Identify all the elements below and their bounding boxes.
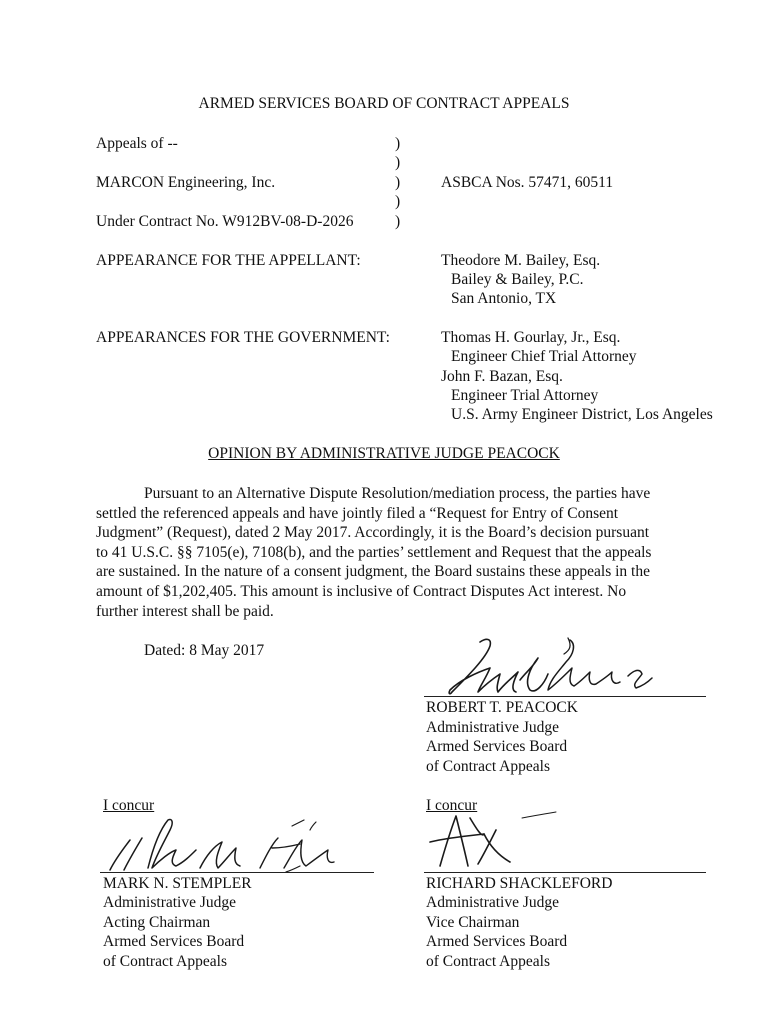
caption-paren: ) [395,213,401,230]
stempler-name: MARK N. STEMPLER [103,875,252,892]
government-counsel-line: Engineer Trial Attorney [451,387,599,404]
government-counsel-line: Engineer Chief Trial Attorney [451,348,637,365]
appellant-counsel-line: San Antonio, TX [451,290,557,307]
shackleford-concur: I concur [426,797,478,814]
shackleford-signature [426,808,566,874]
opinion-body [96,484,656,621]
appellant-counsel-line: Theodore M. Bailey, Esq. [441,252,601,269]
government-appearance-label: APPEARANCES FOR THE GOVERNMENT: [96,329,390,346]
peacock-title: Armed Services Board [426,738,568,755]
shackleford-signature-line [424,872,706,873]
stempler-title: Acting Chairman [103,914,211,931]
stempler-title: Administrative Judge [103,894,237,911]
opinion-body-text: Pursuant to an Alternative Dispute Resolution/mediation process, the parties have settled the referenced appeals and have jointly filed a “Request for Entry of Consent Judgment” (Request), dated 2 May 2017. Accordingly, it is the Board’s decision pursuant to 41 U.S.C. §§ 7105(e), 7108(b), and the parties’ settlement and Request that the appeals are sustained. In the nature of a consent judgment, the Board sustains these appeals in the amount of $1,202,405. This amount is inclusive of Contract Disputes Act interest. No further interest shall be paid. [96,485,652,620]
opinion-heading: OPINION BY ADMINISTRATIVE JUDGE PEACOCK [208,445,560,462]
peacock-name: ROBERT T. PEACOCK [426,699,578,716]
appellant-appearance-label: APPEARANCE FOR THE APPELLANT: [96,252,361,269]
shackleford-title: Armed Services Board [426,933,568,950]
shackleford-title: Vice Chairman [426,914,520,931]
contract-number: Under Contract No. W912BV-08-D-2026 [96,213,354,230]
government-counsel-line: Thomas H. Gourlay, Jr., Esq. [441,329,621,346]
government-counsel-line: John F. Bazan, Esq. [441,368,563,385]
peacock-title: of Contract Appeals [426,758,550,775]
stempler-title: Armed Services Board [103,933,245,950]
board-title: ARMED SERVICES BOARD OF CONTRACT APPEALS [198,95,570,112]
shackleford-title: Administrative Judge [426,894,560,911]
shackleford-name: RICHARD SHACKLEFORD [426,875,613,892]
stempler-concur: I concur [103,797,155,814]
stempler-signature-line [100,872,374,873]
stempler-title: of Contract Appeals [103,953,227,970]
dated-line: Dated: 8 May 2017 [144,642,265,659]
appellant-counsel-line: Bailey & Bailey, P.C. [451,271,584,288]
peacock-title: Administrative Judge [426,719,560,736]
appeals-of-label: Appeals of -- [96,135,178,152]
caption-paren: ) [395,193,401,210]
asbca-numbers: ASBCA Nos. 57471, 60511 [441,174,614,191]
appellant-name: MARCON Engineering, Inc. [96,174,276,191]
peacock-signature-line [424,696,706,697]
caption-paren: ) [395,174,401,191]
government-counsel-line: U.S. Army Engineer District, Los Angeles [451,406,713,423]
caption-paren: ) [395,154,401,171]
shackleford-title: of Contract Appeals [426,953,550,970]
peacock-signature [420,632,680,702]
stempler-signature [96,812,366,878]
caption-paren: ) [395,135,401,152]
